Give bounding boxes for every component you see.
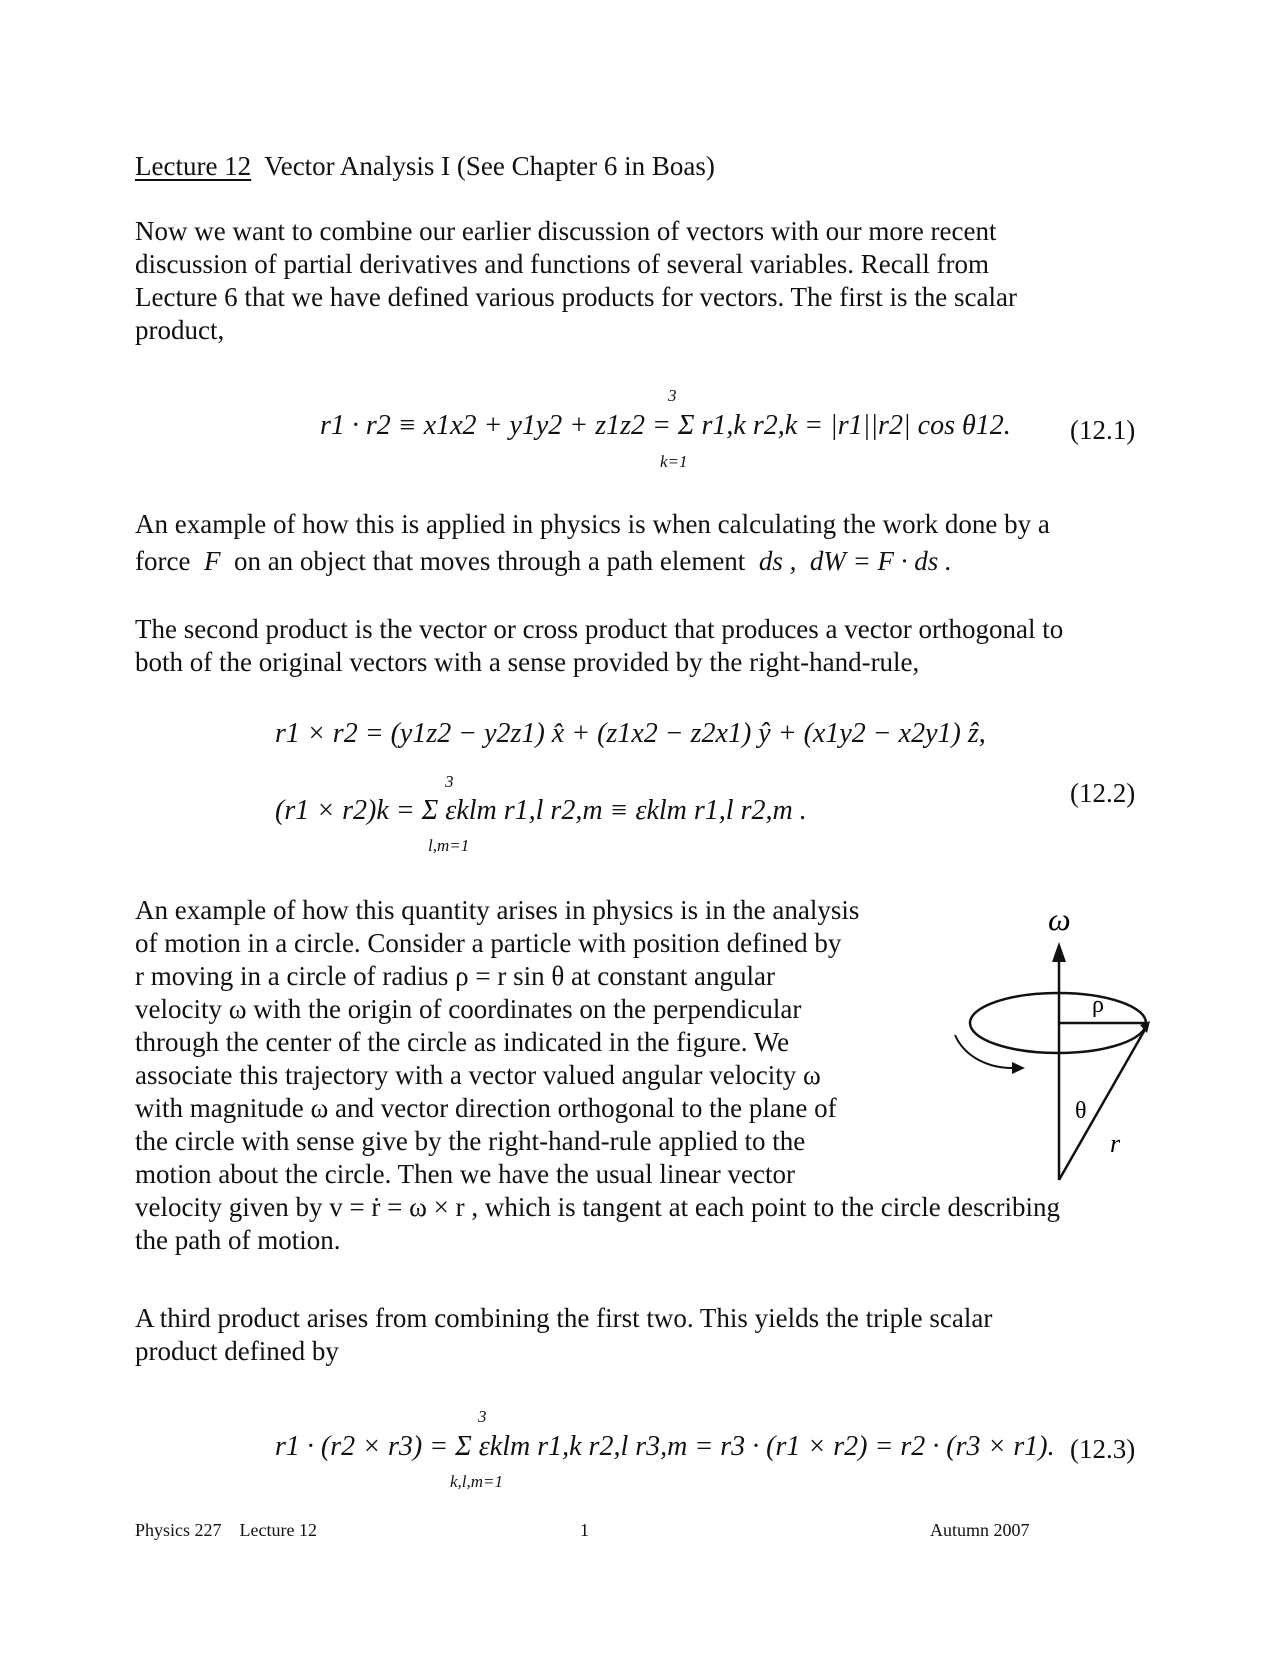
text-line: the circle with sense give by the right-hand-rule applied to the xyxy=(135,1126,806,1156)
text-line: with magnitude ω and vector direction orthogonal to the plane of xyxy=(135,1093,837,1123)
footer-page-number: 1 xyxy=(580,1520,589,1540)
text-line: Now we want to combine our earlier discussion of vectors with our more recent xyxy=(135,216,997,246)
text-line: A third product arises from combining the first two. This yields the triple scalar xyxy=(135,1303,993,1333)
lecture-label: Lecture 12 xyxy=(135,151,252,181)
text-line: the path of motion. xyxy=(135,1225,341,1255)
text-line: The second product is the vector or cross product that produces a vector orthogonal to xyxy=(135,614,1064,644)
equation-number-12-3: (12.3) xyxy=(1070,1434,1136,1464)
text-line: force F on an object that moves through a path element ds , dW = F · ds . xyxy=(135,546,952,576)
text-line: of motion in a circle. Consider a particle with position defined by xyxy=(135,928,842,958)
paragraph-triple-product xyxy=(135,1302,992,1368)
rotation-arrowhead-icon xyxy=(1012,1062,1025,1074)
paragraph-circular-motion xyxy=(135,894,1060,1257)
page-title xyxy=(135,150,715,183)
equation-number-12-1: (12.1) xyxy=(1070,415,1136,445)
circular-motion-figure xyxy=(940,890,1170,1200)
equation-number-12-2: (12.2) xyxy=(1070,778,1136,808)
equation-12-2-line2: (r1 × r2)k = Σ εklm r1,l r2,m ≡ εklm r1,l r2,m . xyxy=(275,795,807,826)
text-line: discussion of partial derivatives and functions of several variables. Recall from xyxy=(135,249,989,279)
footer-right: Autumn 2007 xyxy=(930,1520,1030,1540)
text-line: velocity ω with the origin of coordinates on the perpendicular xyxy=(135,994,802,1024)
text-line: through the center of the circle as indicated in the figure. We xyxy=(135,1027,790,1057)
eq3-sum-lower: k,l,m=1 xyxy=(450,1472,504,1491)
eq1-sum-upper: 3 xyxy=(668,386,677,405)
equation-12-2-line1: r1 × r2 = (y1z2 − y2z1) x̂ + (z1x2 − z2x1) ŷ + (x1y2 − x2y1) ẑ, xyxy=(275,718,986,749)
rho-label: ρ xyxy=(1092,992,1104,1018)
text-line: both of the original vectors with a sense provided by the right-hand-rule, xyxy=(135,647,920,677)
footer-left: Physics 227 Lecture 12 xyxy=(135,1520,317,1540)
text-line: velocity given by v = ṙ = ω × r , which is tangent at each point to the circle describing xyxy=(135,1192,1060,1222)
text-line: motion about the circle. Then we have the usual linear vector xyxy=(135,1159,796,1189)
equation-12-3: r1 · (r2 × r3) = Σ εklm r1,k r2,l r3,m = r3 · (r1 × r2) = r2 · (r3 × r1). xyxy=(275,1431,1055,1462)
axis-arrowhead-icon xyxy=(1052,942,1066,962)
text-line: Lecture 6 that we have defined various products for vectors. The first is the scalar xyxy=(135,282,1017,312)
paragraph-cross-product xyxy=(135,613,1063,679)
eq3-sum-upper: 3 xyxy=(478,1407,487,1426)
theta-label: θ xyxy=(1075,1098,1087,1124)
text-line: r moving in a circle of radius ρ = r sin θ at constant angular xyxy=(135,961,775,991)
text-line: product, xyxy=(135,315,225,345)
paragraph-intro xyxy=(135,215,1017,347)
lecture-topic: Vector Analysis I (See Chapter 6 in Boas) xyxy=(264,151,715,181)
equation-12-1: r1 · r2 ≡ x1x2 + y1y2 + z1z2 = Σ r1,k r2,k = |r1||r2| cos θ12. xyxy=(320,410,1011,441)
force-vector: F xyxy=(197,546,228,576)
eq1-sum-lower: k=1 xyxy=(660,452,688,471)
work-formula: dW = F · ds . xyxy=(809,546,952,576)
eq2-sum-upper: 3 xyxy=(445,772,454,791)
text-line: product defined by xyxy=(135,1336,339,1366)
eq2-sum-lower: l,m=1 xyxy=(428,836,470,855)
text-line: An example of how this quantity arises in physics is in the analysis xyxy=(135,895,860,925)
path-element: ds , xyxy=(752,546,804,576)
text-line: An example of how this is applied in physics is when calculating the work done by a xyxy=(135,509,1050,539)
paragraph-work xyxy=(135,508,1050,578)
text-line: associate this trajectory with a vector valued angular velocity ω xyxy=(135,1060,821,1090)
omega-label: ω xyxy=(1048,901,1071,937)
r-label: r xyxy=(1110,1129,1121,1158)
